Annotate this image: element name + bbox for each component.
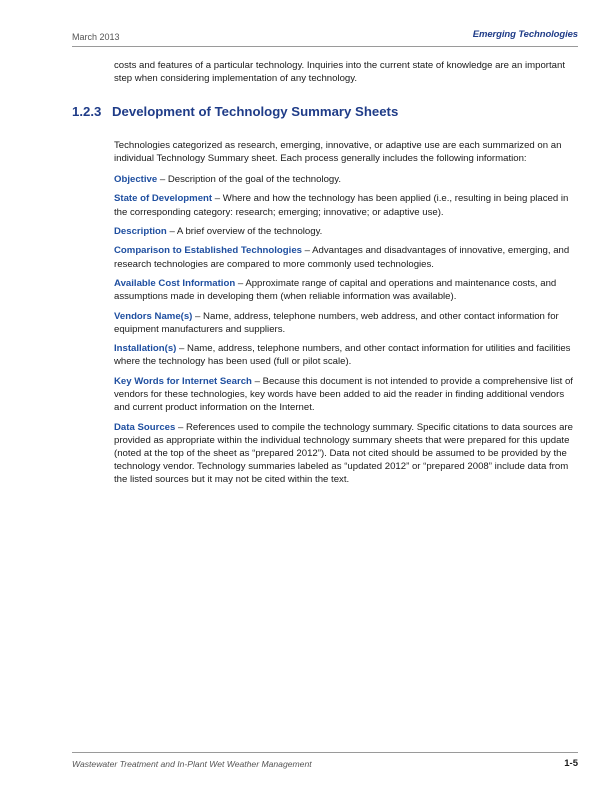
intro-paragraph (114, 129, 578, 175)
continuation-text: costs and features of a particular technology. Inquiries into the current state of knowledge are an important step when considering implementation of any technology. (114, 60, 565, 85)
definition-term: Description (114, 225, 167, 237)
definition-term: Vendors Name(s) (114, 310, 193, 322)
definition-term: Key Words for Internet Search (114, 375, 252, 387)
definition-item (114, 375, 578, 415)
definition-item (114, 421, 578, 487)
definition-item (114, 310, 578, 336)
definition-text: – Advantages and disadvantages of innovative, emerging, and research technologies are compared to more commonly used technologies. (114, 245, 570, 270)
page-header (72, 28, 578, 47)
section-number: 1.2.3 (72, 104, 102, 119)
page-footer (72, 752, 578, 773)
definition-item (114, 225, 578, 238)
definition-term: Data Sources (114, 421, 176, 433)
definition-term: State of Development (114, 193, 213, 205)
page-number: 1-5 (564, 758, 578, 769)
definition-text: – Where and how the technology has been applied (i.e., resulting in being placed in the corresponding category: research; emerging; innovative; or adaptive use). (114, 193, 569, 218)
definition-item (114, 173, 578, 186)
intro-text: Technologies categorized as research, emerging, innovative, or adaptive use are each summarized on an individual Technology Summary sheet. Each process generally includes the following information: (114, 139, 562, 164)
definition-item (114, 342, 578, 368)
definition-text: – Approximate range of capital and operations and maintenance costs, and assumptions made in developing them (when reliable information was available). (114, 277, 557, 303)
header-section-title: Emerging Technologies (472, 29, 578, 40)
definition-item (114, 244, 578, 270)
section-title: Development of Technology Summary Sheets (112, 104, 399, 119)
definition-item (114, 277, 578, 303)
definition-term: Objective (114, 174, 158, 185)
definition-term: Available Cost Information (114, 277, 236, 289)
definition-text: – Because this document is not intended to provide a comprehensive list of vendors for these technologies, key words have been added to aid the reader in finding additional vendors and current product information on the Internet. (114, 375, 573, 414)
definition-term: Comparison to Established Technologies (114, 245, 302, 257)
definition-text: – References used to compile the technology summary. Specific citations to data sources are provided as appropriate within the individual technology summary sheets that were prepared for this update (noted at the top of the sheet as “prepared 2012”). Data not cited should be assumed to be provided by the technology vendor. Technology summaries labeled as “updated 2012” or “prepared 2008” include data from the listed sources but it may not be cited within the text. (114, 421, 573, 486)
definition-text: – A brief overview of the technology. (166, 225, 323, 237)
definition-text: – Name, address, telephone numbers, web address, and other contact information for equipment manufacturers and suppliers. (114, 310, 559, 335)
continuation-paragraph (114, 59, 578, 85)
footer-document-title: Wastewater Treatment and In-Plant Wet Weather Management (72, 759, 312, 769)
definition-text: – Description of the goal of the technology. (157, 174, 342, 185)
definition-term: Installation(s) (114, 343, 177, 355)
definition-text: – Name, address, telephone numbers, and other contact information for utilities and facilities where the technology has been used (full or pilot scale). (114, 343, 571, 368)
definition-list (114, 173, 578, 493)
header-date: March 2013 (72, 32, 120, 42)
definition-item (114, 192, 578, 218)
section-heading (72, 104, 398, 119)
